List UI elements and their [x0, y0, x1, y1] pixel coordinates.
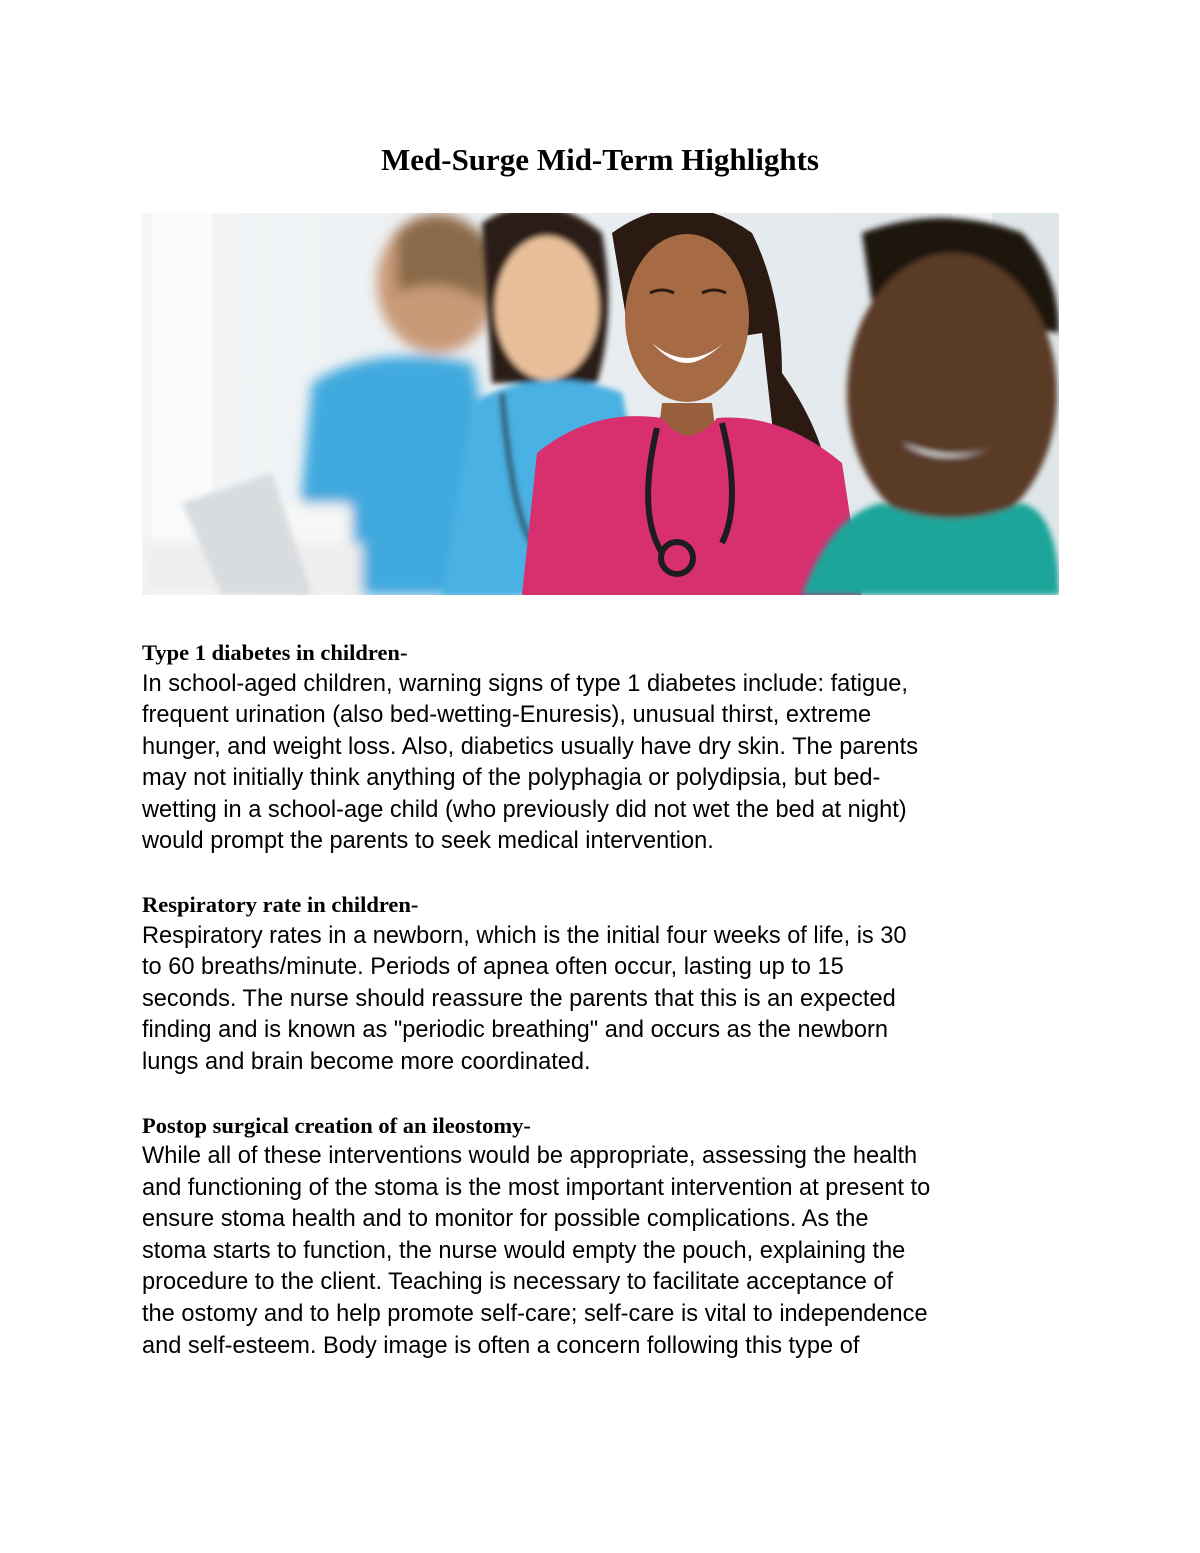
paragraph-line: seconds. The nurse should reassure the parents that this is an expected	[142, 985, 896, 1012]
paragraph-line: Respiratory rates in a newborn, which is the initial four weeks of life, is 30	[142, 922, 907, 949]
section-paragraph	[142, 921, 1072, 1079]
section-type1-diabetes	[142, 637, 1072, 858]
paragraph-line: the ostomy and to help promote self-care; self-care is vital to independence	[142, 1301, 928, 1327]
section-paragraph	[142, 1141, 1072, 1362]
paragraph-line: In school-aged children, warning signs of type 1 diabetes include: fatigue,	[142, 670, 908, 697]
section-heading: Type 1 diabetes in children-	[142, 640, 408, 665]
section-paragraph	[142, 669, 1072, 859]
paragraph-line: to 60 breaths/minute. Periods of apnea often occur, lasting up to 15	[142, 954, 844, 981]
document-body	[142, 637, 1072, 1393]
section-heading: Respiratory rate in children-	[142, 892, 419, 918]
paragraph-line: While all of these interventions would be appropriate, assessing the health	[142, 1143, 918, 1170]
section-ileostomy	[142, 1110, 1072, 1363]
paragraph-line: frequent urination (also bed-wetting-Enuresis), unusual thirst, extreme	[142, 702, 872, 729]
document-title: Med-Surge Mid-Term Highlights	[380, 142, 819, 177]
paragraph-line: would prompt the parents to seek medical intervention.	[142, 828, 714, 855]
paragraph-line: may not initially think anything of the polyphagia or polydipsia, but bed-	[142, 765, 881, 792]
paragraph-line: and functioning of the stoma is the most important intervention at present to	[142, 1174, 931, 1201]
paragraph-line: finding and is known as "periodic breathing" and occurs as the newborn	[142, 1017, 888, 1044]
nursing-students-photo	[142, 213, 1059, 595]
paragraph-line: hunger, and weight loss. Also, diabetics usually have dry skin. The parents	[142, 733, 918, 760]
paragraph-line: and self-esteem. Body image is often a concern following this type of	[142, 1332, 860, 1359]
paragraph-line: stoma starts to function, the nurse would empty the pouch, explaining the	[142, 1237, 906, 1264]
section-heading: Postop surgical creation of an ileostomy-	[142, 1112, 531, 1138]
paragraph-line: lungs and brain become more coordinated.	[142, 1048, 591, 1075]
paragraph-line: wetting in a school-age child (who previously did not wet the bed at night)	[142, 796, 907, 823]
paragraph-line: ensure stoma health and to monitor for possible complications. As the	[142, 1206, 869, 1233]
paragraph-line: procedure to the client. Teaching is necessary to facilitate acceptance of	[142, 1269, 894, 1296]
section-respiratory-rate	[142, 889, 1072, 1078]
